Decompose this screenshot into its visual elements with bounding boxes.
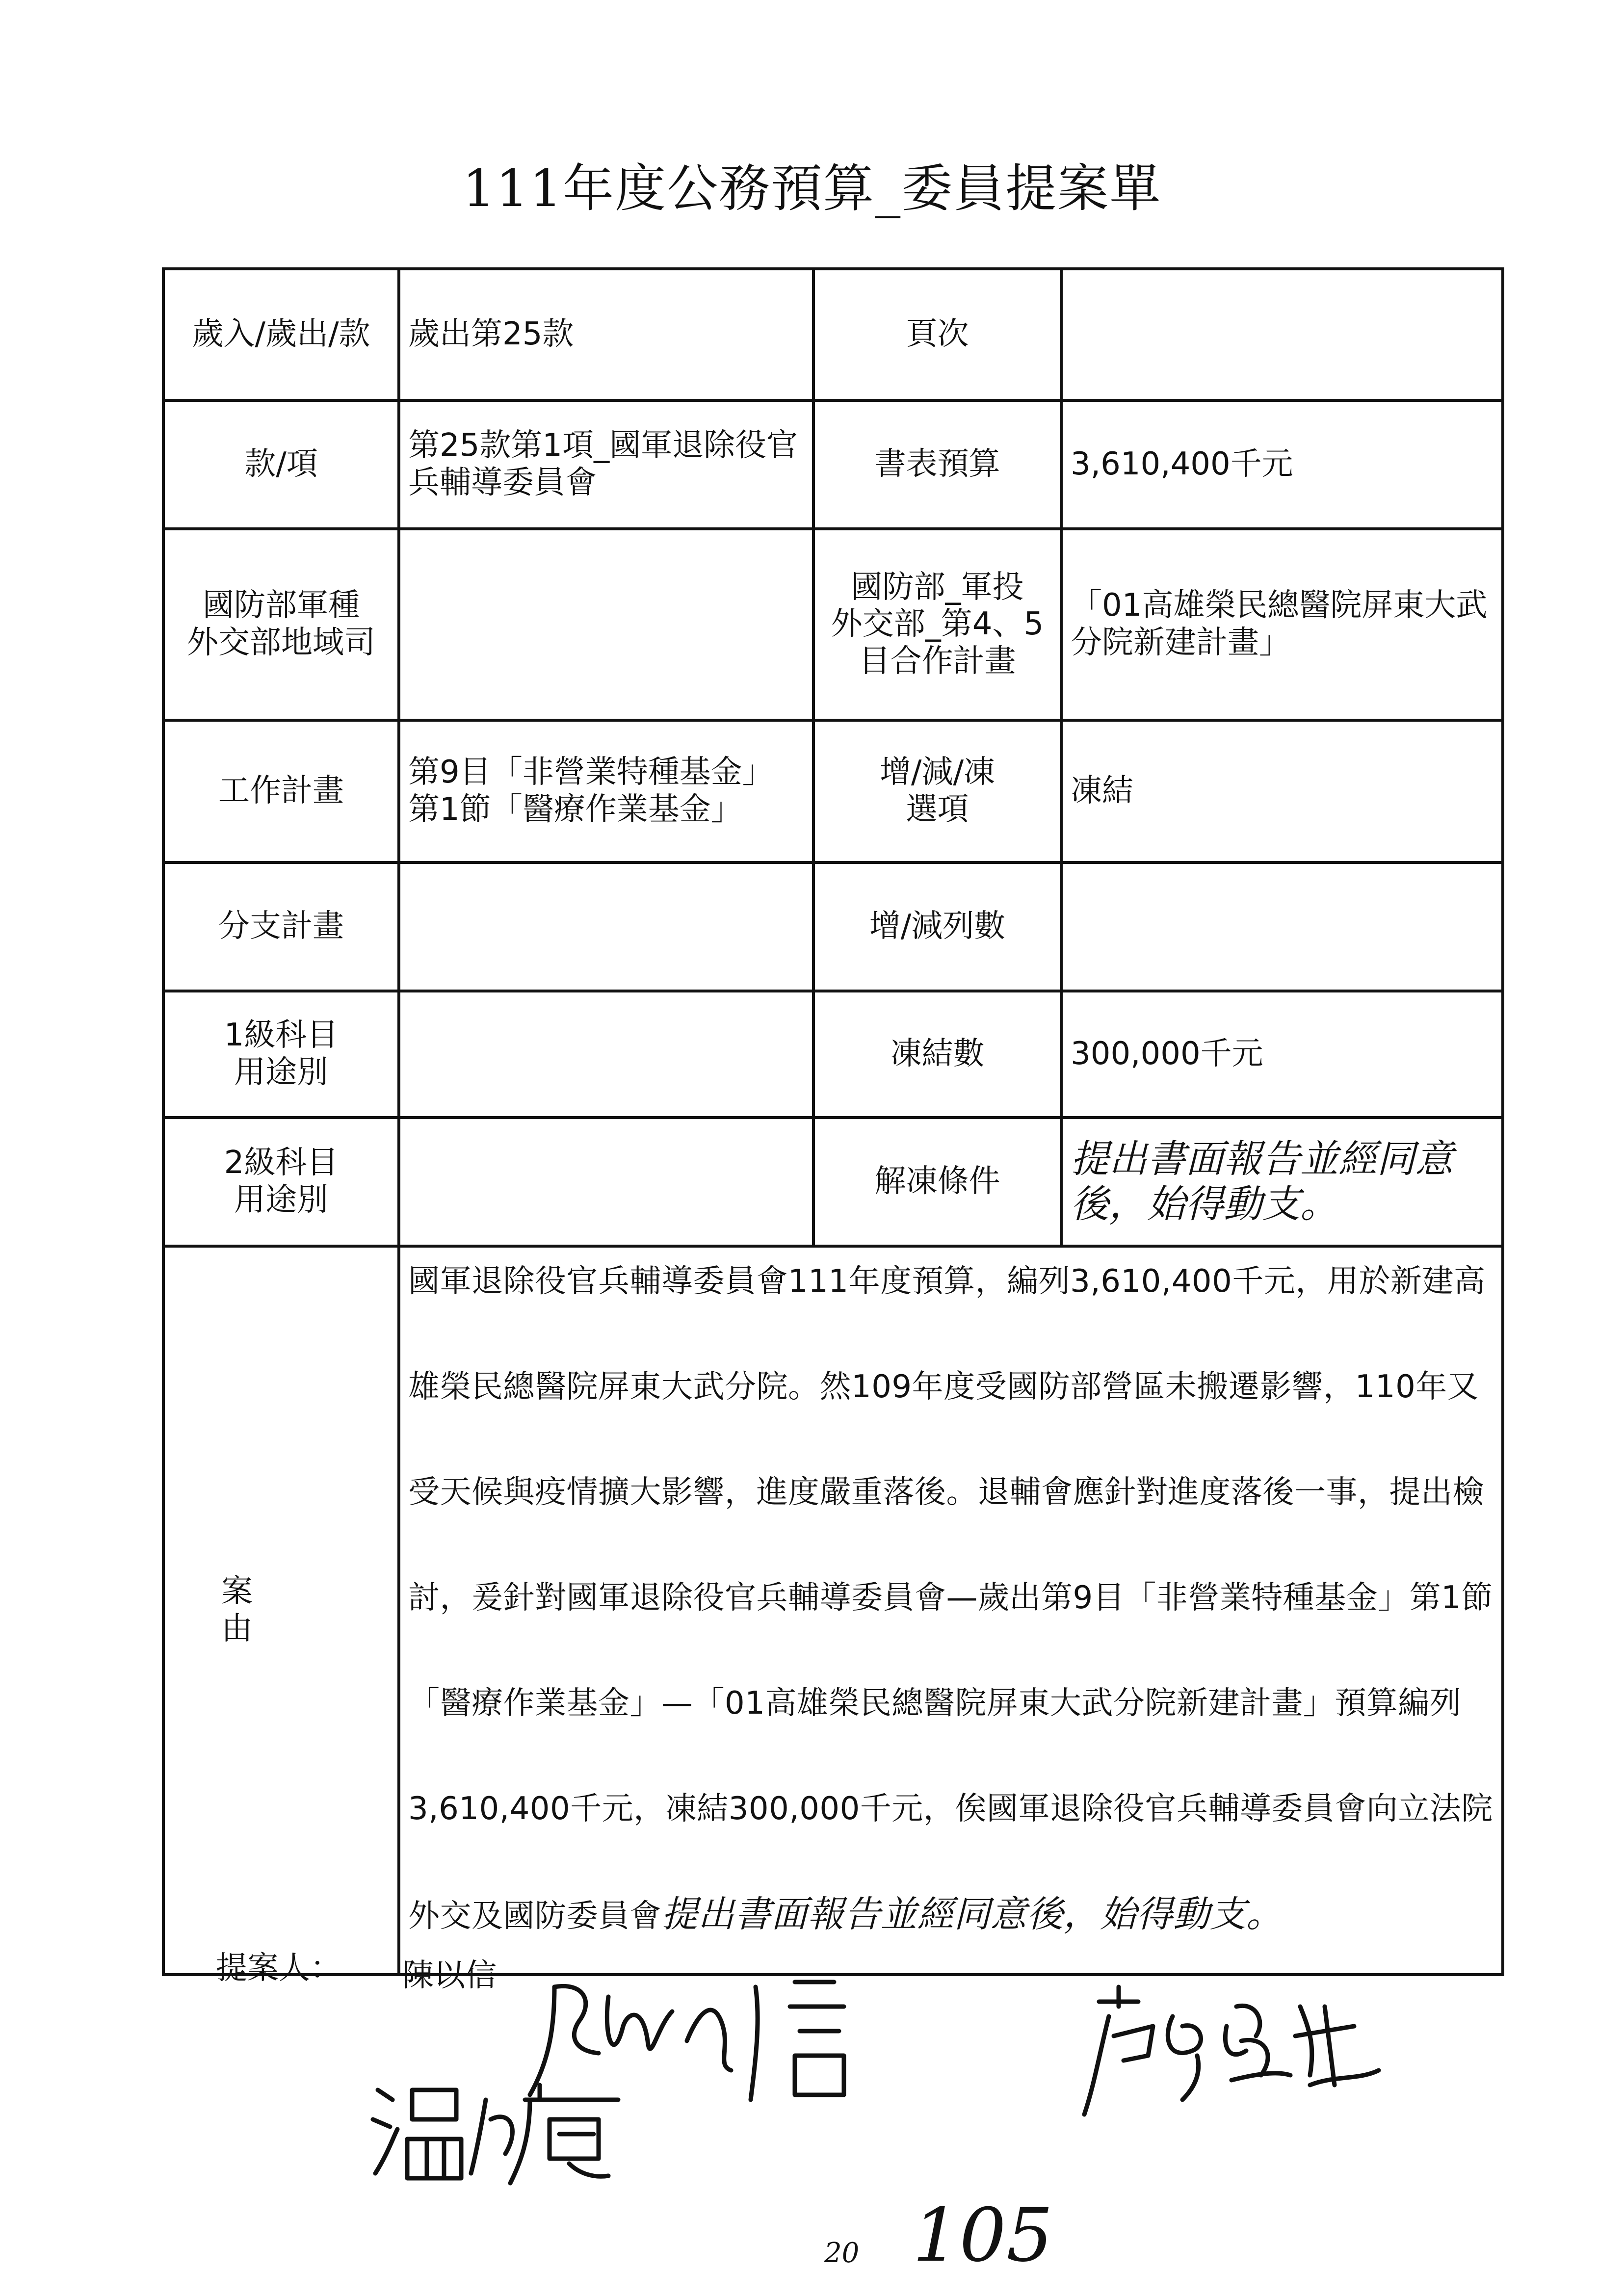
row-defense-foreign [163, 529, 1503, 720]
label-section: 款/項 [163, 400, 399, 529]
page-number-small: 20 [824, 2237, 860, 2269]
value-defense-branch [399, 529, 813, 720]
value-page [1061, 269, 1503, 400]
proposer-label: 提案人： [216, 1950, 341, 1986]
value-section: 第25款第1項_國軍退除役官兵輔導委員會 [399, 400, 813, 529]
label-frozen-amount: 凍結數 [813, 991, 1061, 1118]
label-level1-subject: 1級科目 用途別 [163, 991, 399, 1118]
label-level2-subject: 2級科目 用途別 [163, 1118, 399, 1246]
row-budget-item [163, 269, 1503, 400]
reason-text-block [408, 1229, 1493, 1969]
value-branch-plan [399, 862, 813, 991]
label-income-expense: 歲入/歲出/款 [163, 269, 399, 400]
label-defense-branch: 國防部軍種 外交部地域司 [163, 529, 399, 720]
label-option: 增/減/凍 選項 [813, 720, 1061, 862]
value-frozen-amount: 300,000千元 [1061, 991, 1503, 1118]
value-statement-budget: 3,610,400千元 [1061, 400, 1503, 529]
reason-cell [399, 1246, 1503, 1975]
row-branch-plan [163, 862, 1503, 991]
label-unfreeze-condition: 解凍條件 [813, 1118, 1061, 1246]
reason-handwritten-tail: 提出書面報告並經同意後，始得動支。 [661, 1893, 1283, 1935]
label-reason [163, 1246, 399, 1975]
page-number-large: 105 [913, 2193, 1053, 2278]
row-level1-subject [163, 991, 1503, 1118]
label-statement-budget: 書表預算 [813, 400, 1061, 529]
label-cooperation-plan: 國防部_軍投 外交部_第4、5 目合作計畫 [813, 529, 1061, 720]
label-change-amount: 增/減列數 [813, 862, 1061, 991]
value-option: 凍結 [1061, 720, 1503, 862]
row-section-item [163, 400, 1503, 529]
proposal-form-table [162, 267, 1504, 1976]
value-change-amount [1061, 862, 1503, 991]
value-unfreeze-condition: 提出書面報告並經同意後，始得動支。 [1061, 1118, 1503, 1246]
value-work-plan: 第9目「非營業特種基金」 第1節「醫療作業基金」 [399, 720, 813, 862]
signature-right [1079, 1977, 1393, 2124]
value-level2-subject [399, 1118, 813, 1246]
label-work-plan: 工作計畫 [163, 720, 399, 862]
proposer-name: 陳以信 [402, 1957, 497, 1994]
row-work-plan [163, 720, 1503, 862]
label-branch-plan: 分支計畫 [163, 862, 399, 991]
row-level2-subject [163, 1118, 1503, 1246]
value-level1-subject [399, 991, 813, 1118]
value-income-expense: 歲出第25款 [399, 269, 813, 400]
signature-wen [363, 2070, 638, 2188]
value-cooperation-plan: 「01高雄榮民總醫院屏東大武分院新建計畫」 [1061, 529, 1503, 720]
page-title: 111年度公務預算_委員提案單 [462, 158, 1162, 218]
reason-label-text: 案由 [221, 1573, 341, 1647]
label-page: 頁次 [813, 269, 1061, 400]
reason-text: 國軍退除役官兵輔導委員會111年度預算，編列3,610,400千元，用於新建高雄榮民總醫院屏東大武分院。然109年度受國防部營區未搬遷影響，110年又受天候與疫情擴大影響，進度嚴重落後。退輔會應針對進度落後一事，提出檢討，爰針對國軍退除役官兵輔導委員會—歲出第9目「非營業特種基金」第1節「醫療作業基金」—「01高雄榮民總醫院屏東大武分院新建計畫」預算編列3,610,400千元，凍結300,000千元，俟國軍退除役官兵輔導委員會向立法院外交及國防委員會 [408, 1263, 1493, 1934]
row-reason [163, 1246, 1503, 1975]
